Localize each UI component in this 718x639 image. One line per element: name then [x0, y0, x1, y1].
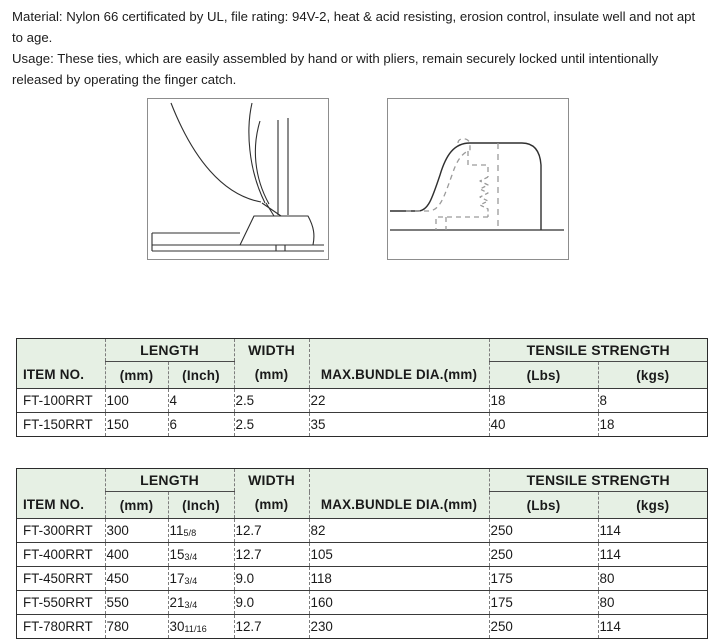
cell-length-inch: 6: [168, 413, 234, 437]
cell-width-mm: 2.5: [234, 389, 309, 413]
cell-bundle-dia: 105: [309, 543, 489, 567]
spec-table-small: [16, 338, 708, 437]
cell-tensile-kgs: 18: [598, 413, 707, 437]
cell-bundle-dia: 118: [309, 567, 489, 591]
t1-header-length-mm: (mm): [105, 362, 168, 389]
cell-tensile-kgs: 114: [598, 519, 707, 543]
t2-header-length-mm: (mm): [105, 492, 168, 519]
cell-tensile-kgs: 80: [598, 591, 707, 615]
cell-bundle-dia: 82: [309, 519, 489, 543]
table-row: [17, 543, 707, 567]
table2-group-header-row: [17, 469, 707, 492]
spec-table-small-grid: [17, 339, 707, 436]
inch-fraction: 3/4: [184, 552, 198, 562]
cell-item-no: FT-400RRT: [17, 543, 105, 567]
cell-bundle-dia: 160: [309, 591, 489, 615]
cell-item-no: FT-780RRT: [17, 615, 105, 639]
cell-item-no: FT-100RRT: [17, 389, 105, 413]
cell-item-no: FT-450RRT: [17, 567, 105, 591]
table1-body: [17, 389, 707, 437]
t2-header-length-inch: (Inch): [168, 492, 234, 519]
t1-group-item: [17, 339, 105, 362]
t2-group-item: [17, 469, 105, 492]
cell-item-no: FT-150RRT: [17, 413, 105, 437]
table-row: [17, 413, 707, 437]
cable-tie-head-cross-section-drawing: [388, 99, 568, 259]
t2-group-length: LENGTH: [105, 469, 234, 492]
cell-length-inch: 153/4: [168, 543, 234, 567]
cell-width-mm: 2.5: [234, 413, 309, 437]
t1-group-length: LENGTH: [105, 339, 234, 362]
cell-length-mm: 450: [105, 567, 168, 591]
cell-tensile-lbs: 40: [489, 413, 598, 437]
table1-sub-header-row: [17, 362, 707, 389]
t2-group-width: WIDTH: [234, 469, 309, 492]
usage-paragraph: Usage: These ties, which are easily assembled by hand or with pliers, remain securely locked until intentionally released by operating the finger catch.: [12, 51, 659, 87]
figure-row: [0, 98, 718, 268]
cell-width-mm: 12.7: [234, 519, 309, 543]
cell-bundle-dia: 22: [309, 389, 489, 413]
cell-tensile-kgs: 114: [598, 615, 707, 639]
t2-group-bundle: [309, 469, 489, 492]
t1-header-tensile-lbs: (Lbs): [489, 362, 598, 389]
cell-tensile-lbs: 18: [489, 389, 598, 413]
material-paragraph: Material: Nylon 66 certificated by UL, file rating: 94V-2, heat & acid resisting, erosion control, insulate well and not apt to age.: [12, 9, 696, 45]
cell-length-mm: 300: [105, 519, 168, 543]
cell-length-inch: 173/4: [168, 567, 234, 591]
cell-length-mm: 400: [105, 543, 168, 567]
cable-tie-assembly-figure: [147, 98, 329, 260]
table-row: [17, 567, 707, 591]
cell-length-mm: 780: [105, 615, 168, 639]
cell-item-no: FT-300RRT: [17, 519, 105, 543]
t2-header-tensile-lbs: (Lbs): [489, 492, 598, 519]
cell-item-no: FT-550RRT: [17, 591, 105, 615]
cable-tie-head-section-figure: [387, 98, 569, 260]
cell-length-inch: 3011/16: [168, 615, 234, 639]
cell-length-inch: 4: [168, 389, 234, 413]
spec-table-large-grid: [17, 469, 707, 638]
cable-tie-assembly-drawing: [148, 99, 328, 259]
cell-length-mm: 550: [105, 591, 168, 615]
cell-width-mm: 9.0: [234, 591, 309, 615]
cell-bundle-dia: 230: [309, 615, 489, 639]
table-row: [17, 519, 707, 543]
t1-group-width: WIDTH: [234, 339, 309, 362]
inch-fraction: 3/4: [184, 576, 198, 586]
cell-tensile-lbs: 250: [489, 519, 598, 543]
t1-header-bundle-dia: MAX.BUNDLE DIA.(mm): [309, 362, 489, 389]
t2-header-width-mm: (mm): [234, 492, 309, 519]
cell-length-inch: 213/4: [168, 591, 234, 615]
cell-tensile-lbs: 175: [489, 567, 598, 591]
product-description: [12, 6, 706, 90]
table-row: [17, 615, 707, 639]
t2-group-tensile: TENSILE STRENGTH: [489, 469, 707, 492]
inch-fraction: 11/16: [184, 624, 207, 634]
t2-header-item-no: ITEM NO.: [23, 497, 85, 513]
cell-length-mm: 100: [105, 389, 168, 413]
cell-tensile-lbs: 250: [489, 543, 598, 567]
t2-header-bundle-dia: MAX.BUNDLE DIA.(mm): [309, 492, 489, 519]
cell-width-mm: 9.0: [234, 567, 309, 591]
t1-header-width-mm: (mm): [234, 362, 309, 389]
t1-group-tensile: TENSILE STRENGTH: [489, 339, 707, 362]
t1-header-length-inch: (Inch): [168, 362, 234, 389]
t1-header-tensile-kgs: (kgs): [598, 362, 707, 389]
cell-length-inch: 115/8: [168, 519, 234, 543]
cell-tensile-kgs: 114: [598, 543, 707, 567]
cell-tensile-kgs: 8: [598, 389, 707, 413]
table2-body: [17, 519, 707, 639]
t2-header-tensile-kgs: (kgs): [598, 492, 707, 519]
cell-tensile-lbs: 250: [489, 615, 598, 639]
cell-bundle-dia: 35: [309, 413, 489, 437]
table2-sub-header-row: [17, 492, 707, 519]
inch-fraction: 5/8: [183, 528, 197, 538]
t1-header-item-no: ITEM NO.: [23, 367, 85, 383]
cell-width-mm: 12.7: [234, 543, 309, 567]
cell-width-mm: 12.7: [234, 615, 309, 639]
table-row: [17, 591, 707, 615]
inch-fraction: 3/4: [184, 600, 198, 610]
cell-tensile-lbs: 175: [489, 591, 598, 615]
table1-group-header-row: [17, 339, 707, 362]
cell-tensile-kgs: 80: [598, 567, 707, 591]
t1-group-bundle: [309, 339, 489, 362]
cell-length-mm: 150: [105, 413, 168, 437]
spec-table-large: [16, 468, 708, 639]
table-row: [17, 389, 707, 413]
